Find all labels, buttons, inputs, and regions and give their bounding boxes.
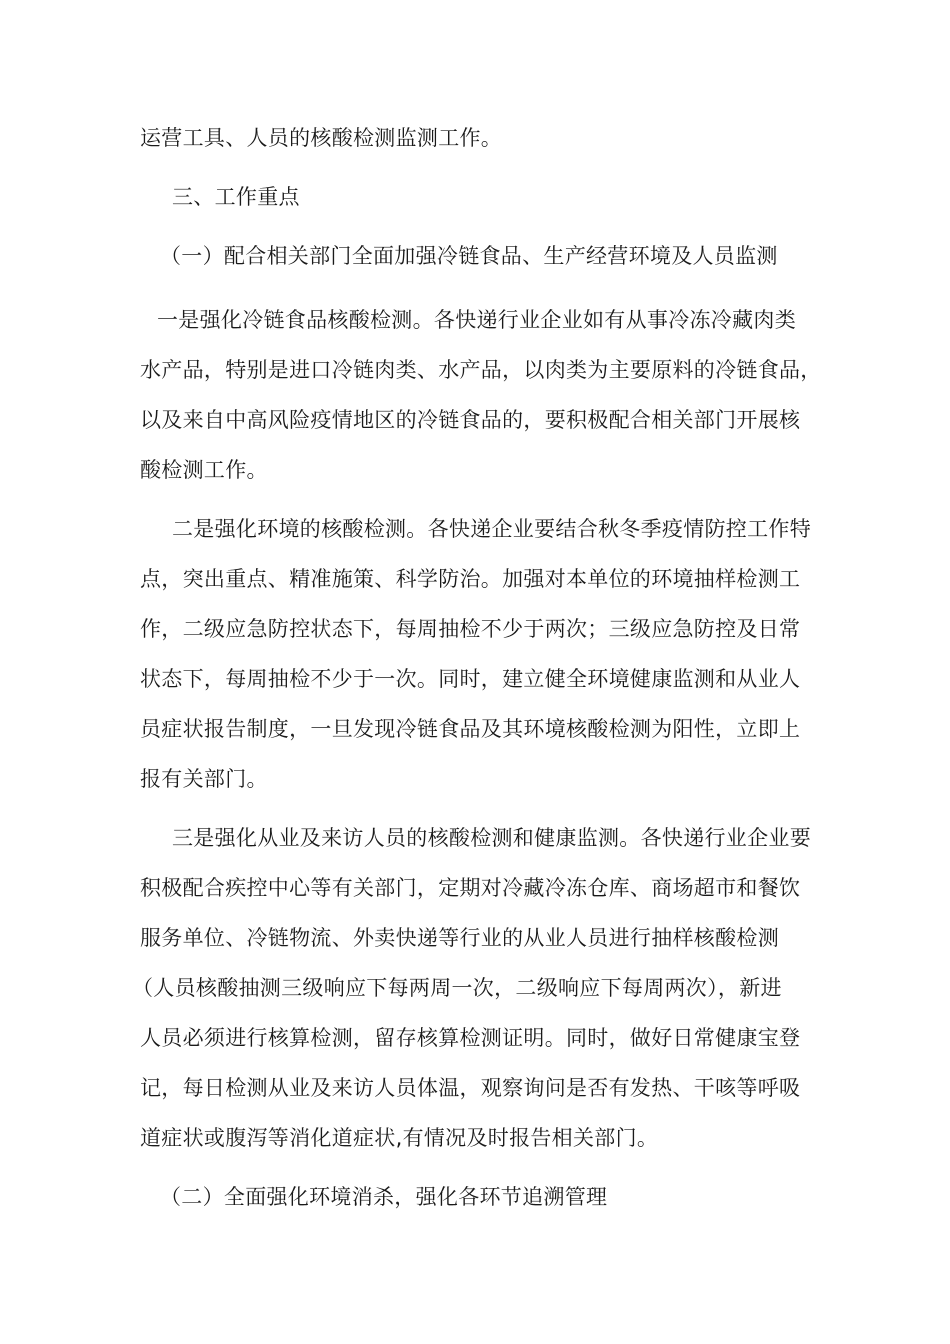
- text-line: 状态下，每周抽检不少于一次。同时，建立健全环境健康监测和从业人: [140, 667, 801, 691]
- text-line: 水产品，特别是进口冷链肉类、水产品，以肉类为主要原料的冷链食品，: [140, 358, 822, 382]
- text-line: 以及来自中高风险疫情地区的冷链食品的，要积极配合相关部门开展核: [140, 408, 801, 432]
- text-line: 一是强化冷链食品核酸检测。各快递行业企业如有从事冷冻冷藏肉类: [157, 308, 796, 332]
- text-line: 记，每日检测从业及来访人员体温，观察询问是否有发热、干咳等呼吸: [140, 1076, 801, 1100]
- text-line: 三是强化从业及来访人员的核酸检测和健康监测。各快递行业企业要: [172, 826, 811, 850]
- text-line: 运营工具、人员的核酸检测监测工作。: [140, 126, 503, 150]
- text-line: 酸检测工作。: [140, 458, 268, 482]
- text-line: 员症状报告制度，一旦发现冷链食品及其环境核酸检测为阳性，立即上: [140, 717, 801, 741]
- subsection-heading: （二）全面强化环境消杀，强化各环节追溯管理: [160, 1185, 608, 1209]
- text-line: 报有关部门。: [140, 767, 268, 791]
- subsection-heading: （一）配合相关部门全面加强冷链食品、生产经营环境及人员监测: [160, 244, 778, 268]
- text-line: （人员核酸抽测三级响应下每两周一次，二级响应下每周两次），新进: [132, 976, 782, 1000]
- text-line: 道症状或腹泻等消化道症状,有情况及时报告相关部门。: [140, 1126, 659, 1150]
- text-line: 二是强化环境的核酸检测。各快递企业要结合秋冬季疫情防控工作特: [172, 517, 811, 541]
- section-heading: 三、工作重点: [172, 185, 300, 209]
- text-line: 点，突出重点、精准施策、科学防治。加强对本单位的环境抽样检测工: [140, 567, 801, 591]
- text-line: 服务单位、冷链物流、外卖快递等行业的从业人员进行抽样核酸检测: [140, 926, 779, 950]
- text-line: 积极配合疾控中心等有关部门，定期对冷藏冷冻仓库、商场超市和餐饮: [140, 876, 801, 900]
- text-line: 作，二级应急防控状态下，每周抽检不少于两次；三级应急防控及日常: [140, 617, 801, 641]
- text-line: 人员必须进行核算检测，留存核算检测证明。同时，做好日常健康宝登: [140, 1026, 801, 1050]
